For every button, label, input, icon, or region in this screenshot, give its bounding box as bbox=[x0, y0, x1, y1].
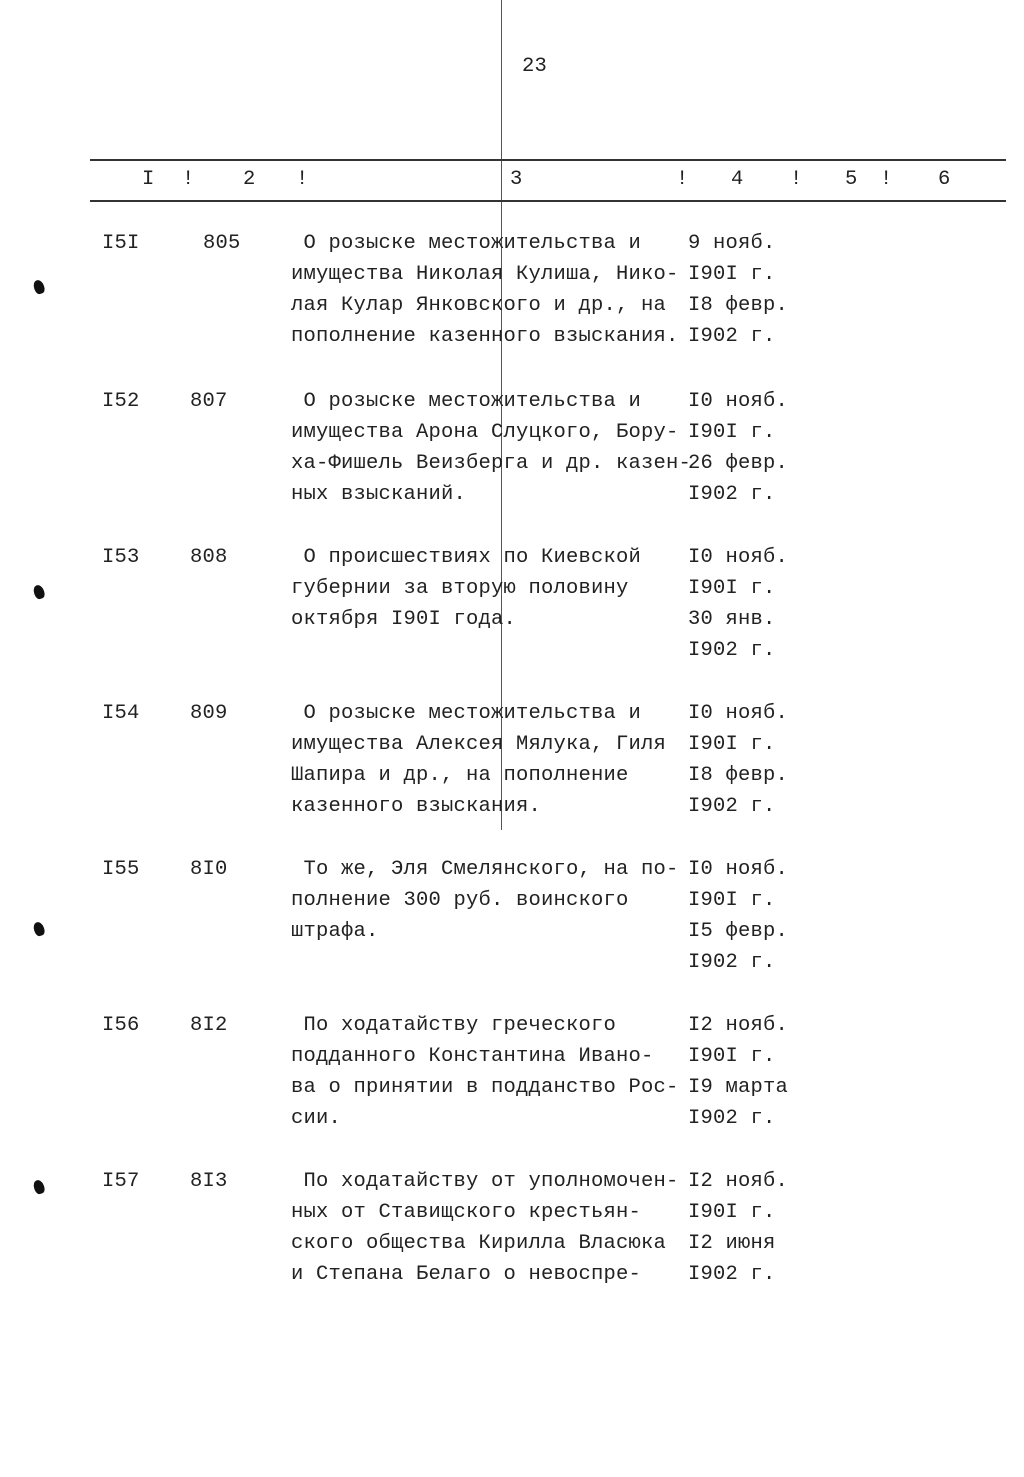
description-line: ского общества Кирилла Власюка bbox=[291, 1232, 667, 1255]
date-line: I2 июня bbox=[688, 1232, 776, 1255]
description-line: имущества Арона Слуцкого, Бору- bbox=[291, 421, 679, 444]
date-line: I0 нояб. bbox=[688, 858, 789, 881]
date-line: I902 г. bbox=[688, 483, 776, 506]
col-header-1: I bbox=[142, 168, 155, 191]
description-line: ва о принятии в подданство Рос- bbox=[291, 1076, 679, 1099]
description-line: губернии за вторую половину bbox=[291, 577, 629, 600]
date-line: I90I г. bbox=[688, 421, 776, 444]
date-line: I90I г. bbox=[688, 577, 776, 600]
description-line: полнение 300 руб. воинского bbox=[291, 889, 629, 912]
file-number: 807 bbox=[190, 390, 228, 413]
date-line: I2 нояб. bbox=[688, 1014, 789, 1037]
description-line: штрафа. bbox=[291, 920, 379, 943]
header-top-rule bbox=[90, 159, 1006, 161]
col-header-3: 3 bbox=[510, 168, 523, 191]
punch-hole-mark bbox=[32, 584, 46, 601]
row-number: I56 bbox=[102, 1014, 140, 1037]
col-sep: ! bbox=[790, 168, 803, 191]
description-line: пополнение казенного взыскания. bbox=[291, 325, 679, 348]
file-number: 808 bbox=[190, 546, 228, 569]
description-line: То же, Эля Смелянского, на по- bbox=[291, 858, 679, 881]
description-line: ных от Ставищского крестьян- bbox=[291, 1201, 642, 1224]
date-line: I90I г. bbox=[688, 1201, 776, 1224]
col-header-5: 5 bbox=[845, 168, 858, 191]
date-line: I5 февр. bbox=[688, 920, 789, 943]
row-number: I53 bbox=[102, 546, 140, 569]
header-bottom-rule bbox=[90, 200, 1006, 202]
description-line: лая Кулар Янковского и др., на bbox=[291, 294, 667, 317]
file-number: 809 bbox=[190, 702, 228, 725]
date-line: I902 г. bbox=[688, 639, 776, 662]
col-sep: ! bbox=[182, 168, 195, 191]
description-line: подданного Константина Ивано- bbox=[291, 1045, 654, 1068]
col-sep: ! bbox=[676, 168, 689, 191]
description-line: ха-Фишель Веизберга и др. казен- bbox=[291, 452, 692, 475]
punch-hole-mark bbox=[32, 1179, 46, 1196]
col-header-2: 2 bbox=[243, 168, 256, 191]
date-line: I902 г. bbox=[688, 325, 776, 348]
description-line: О розыске местожительства и bbox=[291, 702, 642, 725]
description-line: О розыске местожительства и bbox=[291, 390, 642, 413]
file-number: 8I3 bbox=[190, 1170, 228, 1193]
date-line: I902 г. bbox=[688, 951, 776, 974]
description-line: имущества Алексея Мялука, Гиля bbox=[291, 733, 667, 756]
row-number: I54 bbox=[102, 702, 140, 725]
date-line: I902 г. bbox=[688, 1107, 776, 1130]
col-sep: ! bbox=[296, 168, 309, 191]
date-line: I902 г. bbox=[688, 795, 776, 818]
date-line: I90I г. bbox=[688, 1045, 776, 1068]
description-line: ных взысканий. bbox=[291, 483, 467, 506]
date-line: I0 нояб. bbox=[688, 702, 789, 725]
row-number: I5I bbox=[102, 232, 140, 255]
date-line: 26 февр. bbox=[688, 452, 789, 475]
date-line: I0 нояб. bbox=[688, 390, 789, 413]
date-line: I8 февр. bbox=[688, 294, 789, 317]
date-line: 30 янв. bbox=[688, 608, 776, 631]
col-header-4: 4 bbox=[731, 168, 744, 191]
description-line: сии. bbox=[291, 1107, 342, 1130]
file-number: 805 bbox=[203, 232, 241, 255]
description-line: О происшествиях по Киевской bbox=[291, 546, 642, 569]
date-line: 9 нояб. bbox=[688, 232, 776, 255]
page-number: 23 bbox=[522, 55, 548, 78]
row-number: I52 bbox=[102, 390, 140, 413]
date-line: I902 г. bbox=[688, 1263, 776, 1286]
date-line: I8 февр. bbox=[688, 764, 789, 787]
date-line: I90I г. bbox=[688, 263, 776, 286]
description-line: Шапира и др., на пополнение bbox=[291, 764, 629, 787]
punch-hole-mark bbox=[32, 279, 46, 296]
col-header-6: 6 bbox=[938, 168, 951, 191]
description-line: О розыске местожительства и bbox=[291, 232, 642, 255]
description-line: имущества Николая Кулиша, Нико- bbox=[291, 263, 679, 286]
date-line: I2 нояб. bbox=[688, 1170, 789, 1193]
file-number: 8I2 bbox=[190, 1014, 228, 1037]
col-sep: ! bbox=[880, 168, 893, 191]
date-line: I90I г. bbox=[688, 889, 776, 912]
file-number: 8I0 bbox=[190, 858, 228, 881]
date-line: I0 нояб. bbox=[688, 546, 789, 569]
description-line: октября I90I года. bbox=[291, 608, 517, 631]
description-line: По ходатайству от уполномочен- bbox=[291, 1170, 679, 1193]
row-number: I55 bbox=[102, 858, 140, 881]
row-number: I57 bbox=[102, 1170, 140, 1193]
description-line: По ходатайству греческого bbox=[291, 1014, 617, 1037]
punch-hole-mark bbox=[32, 921, 46, 938]
date-line: I90I г. bbox=[688, 733, 776, 756]
description-line: и Степана Белаго о невоспре- bbox=[291, 1263, 642, 1286]
date-line: I9 марта bbox=[688, 1076, 789, 1099]
description-line: казенного взыскания. bbox=[291, 795, 542, 818]
